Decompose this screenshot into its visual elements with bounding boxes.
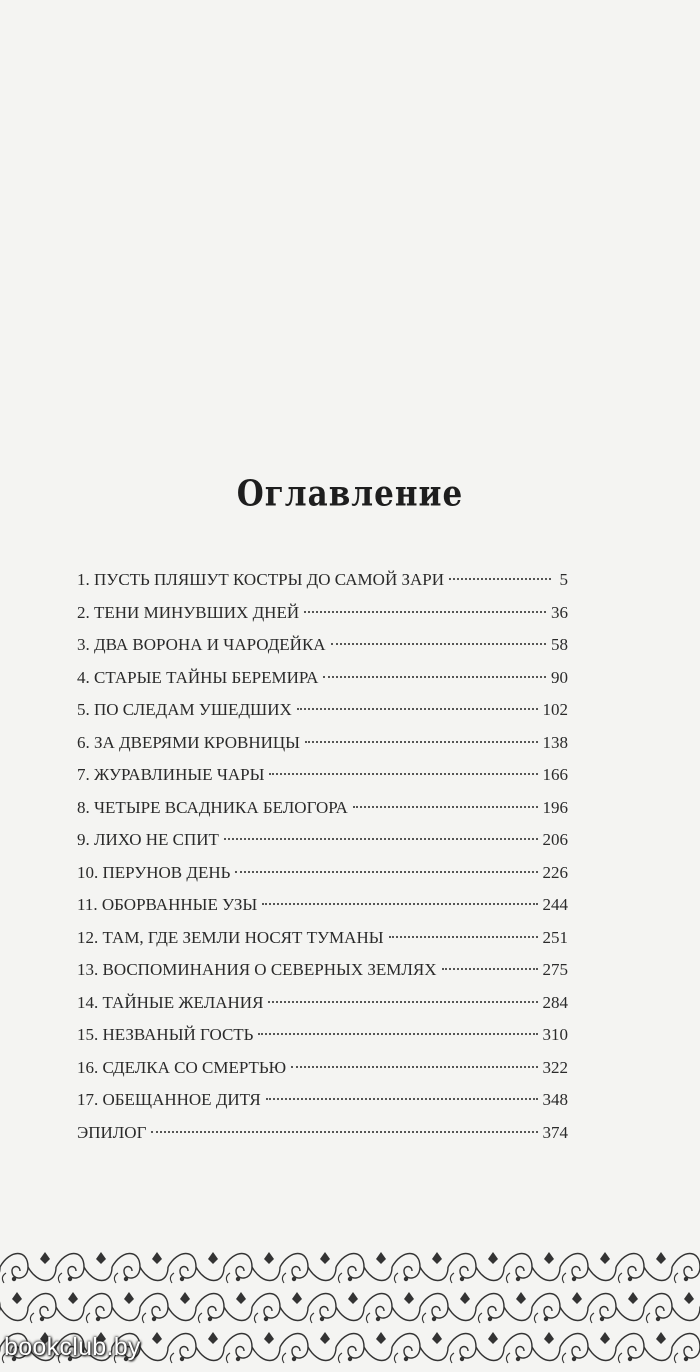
toc-entry-page: 196 xyxy=(542,797,568,817)
toc-entry-page: 226 xyxy=(542,862,568,882)
toc-entry-page: 374 xyxy=(542,1122,568,1142)
toc-entry-title: 11. ОБОРВАННЫЕ УЗЫ xyxy=(77,895,258,914)
toc-leader-dots xyxy=(305,724,537,743)
toc-entry-page: 206 xyxy=(542,830,568,849)
toc-entry-title: 10. ПЕРУНОВ ДЕНЬ xyxy=(77,862,231,882)
toc-entry-page: 348 xyxy=(542,1090,568,1109)
toc-leader-dots xyxy=(258,1016,537,1035)
toc-entry-title: 17. ОБЕЩАННОЕ ДИТЯ xyxy=(77,1090,261,1109)
toc-leader-dots xyxy=(442,951,538,970)
toc-entry-page: 36 xyxy=(551,602,568,622)
toc-leader-dots xyxy=(224,821,538,840)
toc-leader-dots xyxy=(151,1114,537,1133)
toc-entry-title: 15. НЕЗВАНЫЙ ГОСТЬ xyxy=(77,1025,254,1044)
toc-entry-title: 16. СДЕЛКА СО СМЕРТЬЮ xyxy=(77,1057,287,1077)
toc-leader-dots xyxy=(269,756,537,775)
toc-leader-dots xyxy=(353,789,538,808)
toc-leader-dots xyxy=(235,854,537,873)
toc-entry-page: 138 xyxy=(542,732,568,752)
toc-leader-dots xyxy=(297,691,538,710)
toc-entry-title: 8. ЧЕТЫРЕ ВСАДНИКА БЕЛОГОРА xyxy=(77,797,348,817)
toc-entry-title: 7. ЖУРАВЛИНЫЕ ЧАРЫ xyxy=(77,765,265,784)
watermark: bookclub.by xyxy=(4,1333,141,1361)
toc-entry-title: 3. ДВА ВОРОНА И ЧАРОДЕЙКА xyxy=(77,635,326,654)
table-of-contents xyxy=(77,566,568,1151)
toc-entry-title: 1. ПУСТЬ ПЛЯШУТ КОСТРЫ ДО САМОЙ ЗАРИ xyxy=(77,570,445,589)
toc-leader-dots xyxy=(331,626,546,645)
toc-entry-page: 102 xyxy=(542,700,568,719)
toc-leader-dots xyxy=(266,1081,538,1100)
toc-entry-page: 5 xyxy=(559,570,568,589)
toc-entry xyxy=(77,1119,568,1152)
toc-entry-title: 12. ТАМ, ГДЕ ЗЕМЛИ НОСЯТ ТУМАНЫ xyxy=(77,927,384,947)
toc-leader-dots xyxy=(304,594,546,613)
toc-entry-page: 58 xyxy=(551,635,568,654)
toc-entry-page: 322 xyxy=(542,1057,568,1077)
toc-entry-title: 13. ВОСПОМИНАНИЯ О СЕВЕРНЫХ ЗЕМЛЯХ xyxy=(77,960,437,979)
toc-leader-dots xyxy=(291,1049,537,1068)
toc-leader-dots xyxy=(449,561,551,580)
toc-entry-title: ЭПИЛОГ xyxy=(77,1122,147,1142)
toc-entry-page: 166 xyxy=(542,765,568,784)
toc-entry-page: 244 xyxy=(542,895,568,914)
toc-entry-title: 4. СТАРЫЕ ТАЙНЫ БЕРЕМИРА xyxy=(77,667,319,687)
toc-leader-dots xyxy=(389,919,538,938)
toc-entry-title: 5. ПО СЛЕДАМ УШЕДШИХ xyxy=(77,700,292,719)
toc-entry-page: 90 xyxy=(551,667,568,687)
toc-entry-title: 9. ЛИХО НЕ СПИТ xyxy=(77,830,219,849)
toc-entry-title: 6. ЗА ДВЕРЯМИ КРОВНИЦЫ xyxy=(77,732,301,752)
toc-entry-page: 251 xyxy=(542,927,568,947)
toc-entry-title: 2. ТЕНИ МИНУВШИХ ДНЕЙ xyxy=(77,602,300,622)
toc-heading: Оглавление xyxy=(236,473,464,515)
toc-entry-title: 14. ТАЙНЫЕ ЖЕЛАНИЯ xyxy=(77,992,264,1012)
toc-entry-page: 284 xyxy=(542,992,568,1012)
toc-leader-dots xyxy=(262,886,537,905)
toc-leader-dots xyxy=(323,659,546,678)
toc-entry-page: 275 xyxy=(542,960,568,979)
toc-entry-page: 310 xyxy=(542,1025,568,1044)
toc-leader-dots xyxy=(268,984,537,1003)
